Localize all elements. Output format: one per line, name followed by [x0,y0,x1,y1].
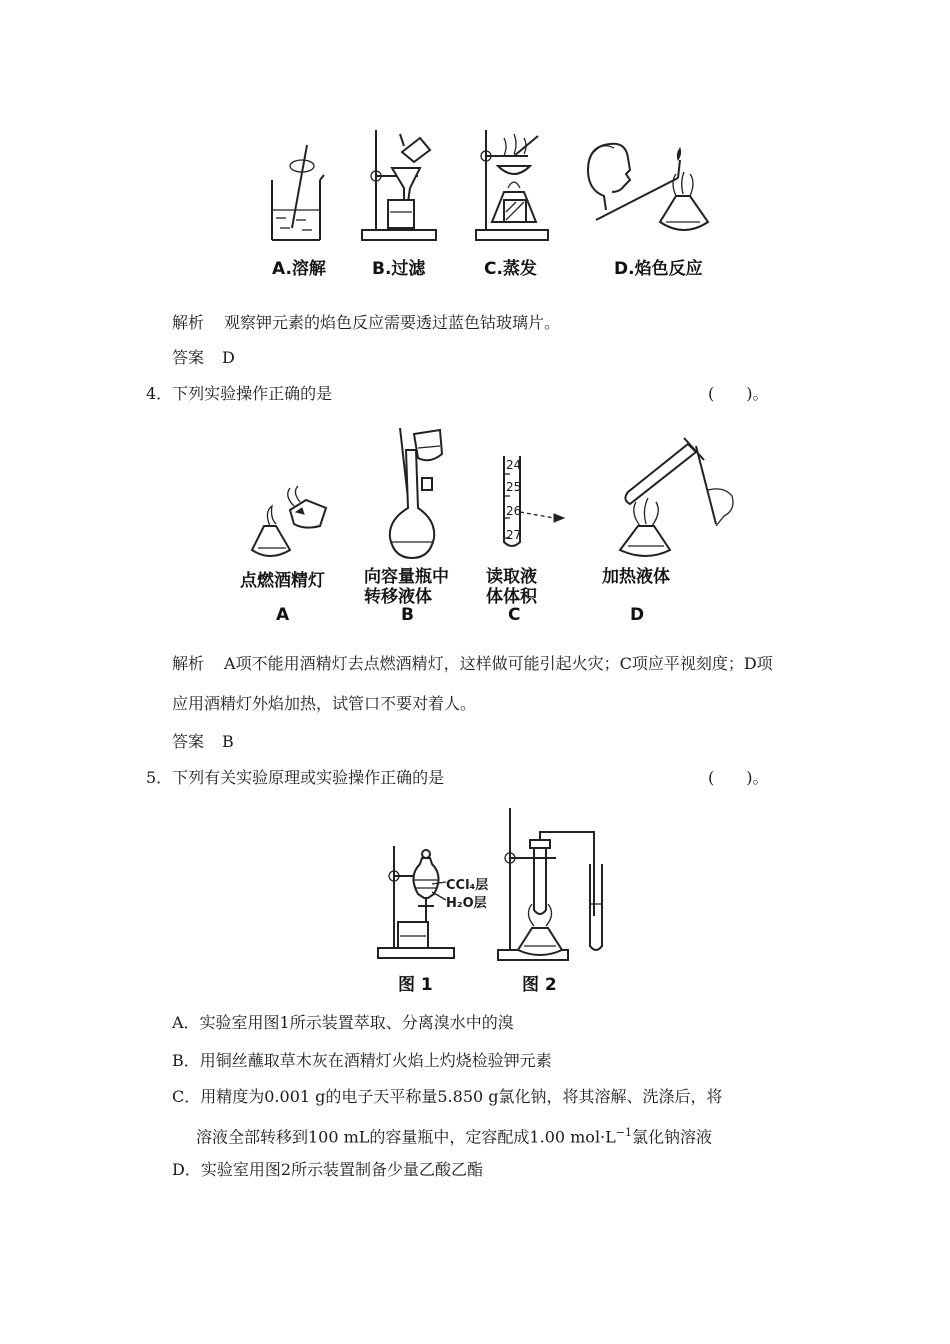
answer-label: 答案 [172,732,205,751]
layer-pointer-lines [430,880,450,904]
q5-stem: 5．下列有关实验原理或实验操作正确的是 [146,768,445,787]
answer-value: D [222,348,235,367]
analysis-label: 解析 [172,313,205,332]
q4-analysis-line1 [172,654,773,674]
cylinder-tick-25: 25 [506,480,522,494]
q5-answer-bracket: ( )。 [708,768,769,787]
q4-caption-c-line1: 读取液 [486,567,537,587]
q3-caption-d: D.焰色反应 [614,259,703,279]
option-c-cont-after: 氯化钠溶液 [632,1127,713,1147]
q4-caption-c-line2: 体体积 [486,587,537,607]
cylinder-tick-26: 26 [506,504,522,518]
q5-option-d: D．实验室用图2所示装置制备少量乙酸乙酯 [172,1160,484,1179]
q4-letter-d: D [630,605,645,625]
q4-caption-b-line1: 向容量瓶中 [364,567,449,587]
analysis-text: 观察钾元素的焰色反应需要透过蓝色钴玻璃片。 [224,313,561,332]
evaporation-figure [470,126,560,246]
cylinder-tick-27: 27 [506,528,522,542]
q4-caption-a: 点燃酒精灯 [240,571,325,591]
q4-stem: 4．下列实验操作正确的是 [146,384,333,403]
q3-caption-b: B.过滤 [372,259,426,279]
q3-analysis [172,313,560,333]
q4-answer [172,732,234,752]
q5-option-a: A．实验室用图1所示装置萃取、分离溴水中的溴 [172,1013,514,1032]
filtration-figure [358,126,448,246]
cylinder-tick-24: 24 [506,458,522,472]
q5-option-b: B．用铜丝蘸取草木灰在酒精灯火焰上灼烧检验钾元素 [172,1051,552,1070]
flame-test-figure [580,134,730,246]
q4-letter-b: B [401,605,414,625]
fig1-label: 图 1 [398,975,433,995]
analysis-text: A项不能用酒精灯去点燃酒精灯，这样做可能引起火灾；C项应平视刻度；D项 [224,654,773,673]
ccl4-layer-label: CCl₄层 [446,878,489,893]
volumetric-flask-figure [378,424,450,560]
q5-option-c-continued [196,1123,712,1147]
q4-caption-b-line2: 转移液体 [364,587,432,607]
q5-option-c: C．用精度为0.001 g的电子天平称量5.850 g氯化钠，将其溶解、洗涤后，将 [172,1087,723,1106]
heat-liquid-figure [604,430,744,560]
q4-answer-bracket: ( )。 [708,384,769,403]
q4-letter-a: A [276,605,290,625]
q4-analysis-line2: 应用酒精灯外焰加热，试管口不要对着人。 [172,694,477,713]
h2o-layer-label: H₂O层 [446,896,487,911]
light-lamp-figure [250,486,334,562]
answer-value: B [222,732,234,751]
option-c-superscript: −1 [615,1126,632,1139]
analysis-label: 解析 [172,654,205,673]
ester-apparatus-figure [494,804,614,964]
q3-caption-c: C.蒸发 [484,259,537,279]
dissolve-beaker-figure [262,140,332,250]
fig2-label: 图 2 [522,975,557,995]
q3-answer [172,348,235,368]
q4-caption-d: 加热液体 [602,567,670,587]
answer-label: 答案 [172,348,205,367]
option-c-cont-before: 溶液全部转移到100 mL的容量瓶中，定容配成1.00 mol·L [196,1127,616,1147]
q3-caption-a: A.溶解 [272,259,326,279]
q4-letter-c: C [508,605,521,625]
